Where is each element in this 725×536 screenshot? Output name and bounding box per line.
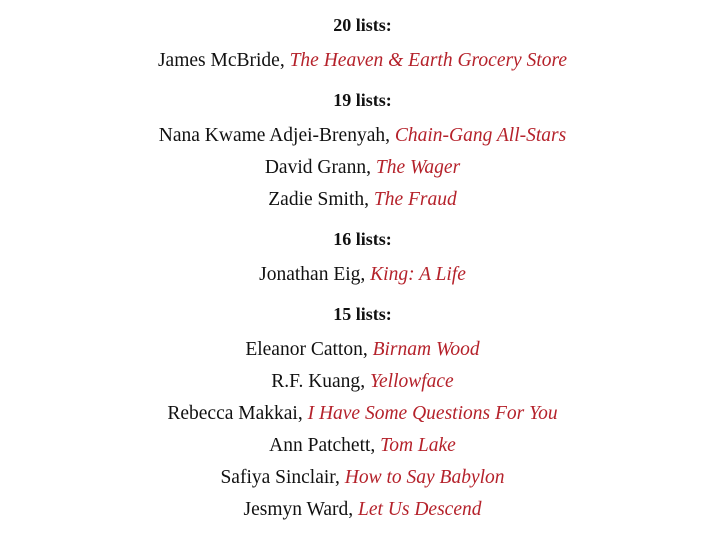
list-group-20 (0, 14, 725, 77)
separator: , (364, 189, 374, 210)
list-item (0, 462, 725, 494)
group-heading: 16 lists: (333, 229, 392, 249)
author-name: Safiya Sinclair (220, 467, 336, 488)
book-title-link[interactable]: Let Us Descend (358, 499, 482, 520)
author-name: Eleanor Catton (245, 339, 363, 360)
author-name: Rebecca Makkai (167, 403, 298, 424)
list-item (0, 366, 725, 398)
separator: , (360, 371, 370, 392)
separator: , (360, 264, 371, 285)
group-heading: 20 lists: (333, 15, 392, 35)
list-item (0, 334, 725, 366)
author-name: Zadie Smith (268, 189, 365, 210)
separator: , (279, 50, 290, 71)
list-item (0, 152, 725, 184)
list-item (0, 45, 725, 77)
list-item (0, 430, 725, 462)
separator: , (335, 467, 345, 488)
book-title-link[interactable]: The Heaven & Earth Grocery Store (289, 50, 568, 71)
book-title-link[interactable]: How to Say Babylon (344, 467, 505, 488)
book-title-link[interactable]: King: A Life (370, 264, 466, 285)
book-title-link[interactable]: Tom Lake (380, 435, 456, 456)
author-name: Jesmyn Ward (243, 499, 349, 520)
separator: , (366, 157, 376, 178)
author-name: Ann Patchett (269, 435, 371, 456)
list-group-15 (0, 303, 725, 526)
group-heading: 15 lists: (333, 304, 392, 324)
list-item (0, 398, 725, 430)
list-item (0, 184, 725, 216)
list-item (0, 120, 725, 152)
separator: , (362, 339, 373, 360)
author-name: James McBride (157, 50, 280, 71)
book-title-link[interactable]: Birnam Wood (372, 339, 480, 360)
author-name: David Grann (264, 157, 367, 178)
book-title-link[interactable]: The Wager (375, 157, 461, 178)
author-name: Jonathan Eig (259, 264, 361, 285)
book-title-link[interactable]: I Have Some Questions For You (307, 403, 558, 424)
separator: , (348, 499, 359, 520)
group-heading: 19 lists: (333, 90, 392, 110)
author-name: R.F. Kuang (271, 371, 361, 392)
book-title-link[interactable]: The Fraud (373, 189, 457, 210)
author-name: Nana Kwame Adjei-Brenyah (158, 125, 386, 146)
separator: , (297, 403, 308, 424)
list-group-19 (0, 89, 725, 216)
separator: , (370, 435, 381, 456)
separator: , (385, 125, 395, 146)
list-group-16 (0, 228, 725, 291)
book-title-link[interactable]: Chain-Gang All-Stars (394, 125, 567, 146)
list-item (0, 259, 725, 291)
book-title-link[interactable]: Yellowface (369, 371, 454, 392)
list-item (0, 494, 725, 526)
